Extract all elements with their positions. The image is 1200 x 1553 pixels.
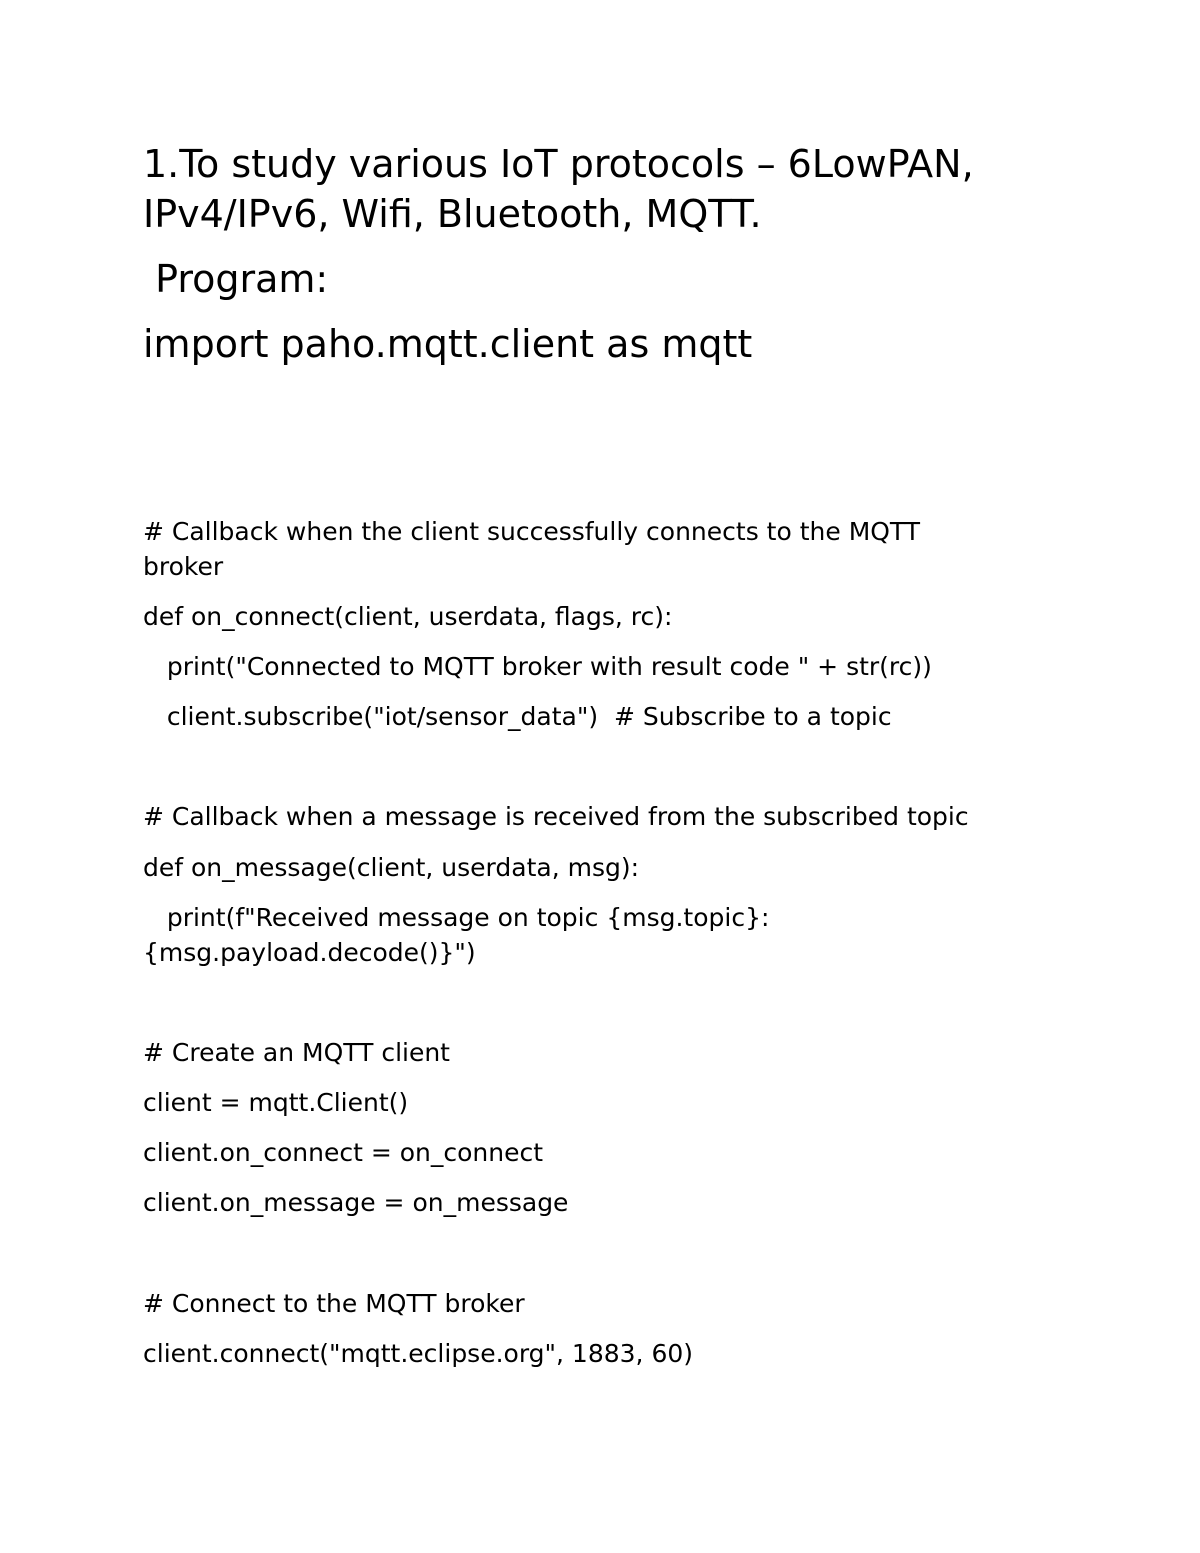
code-line: client = mqtt.Client(): [143, 1088, 409, 1117]
code-line: client.on_message = on_message: [143, 1188, 569, 1217]
code-line: {msg.payload.decode()}"): [143, 938, 476, 967]
import-line: import paho.mqtt.client as mqtt: [143, 322, 753, 366]
code-line: # Callback when a message is received from the subscribed topic: [143, 802, 969, 831]
title-line-1: 1.To study various IoT protocols – 6LowPAN,: [143, 142, 974, 186]
code-line: print("Connected to MQTT broker with result code " + str(rc)): [143, 652, 932, 681]
program-label: Program:: [143, 257, 329, 301]
code-line: client.on_connect = on_connect: [143, 1138, 544, 1167]
code-line: # Create an MQTT client: [143, 1038, 450, 1067]
code-line: broker: [143, 552, 224, 581]
code-line: def on_message(client, userdata, msg):: [143, 853, 640, 882]
code-line: def on_connect(client, userdata, flags, rc):: [143, 602, 673, 631]
code-line: # Callback when the client successfully connects to the MQTT: [143, 517, 921, 546]
code-line: # Connect to the MQTT broker: [143, 1289, 525, 1318]
code-line: client.subscribe("iot/sensor_data") # Subscribe to a topic: [143, 702, 892, 731]
code-line: print(f"Received message on topic {msg.topic}:: [143, 903, 770, 932]
code-line: client.connect("mqtt.eclipse.org", 1883, 60): [143, 1339, 694, 1368]
title-line-2: IPv4/IPv6, Wifi, Bluetooth, MQTT.: [143, 192, 762, 236]
